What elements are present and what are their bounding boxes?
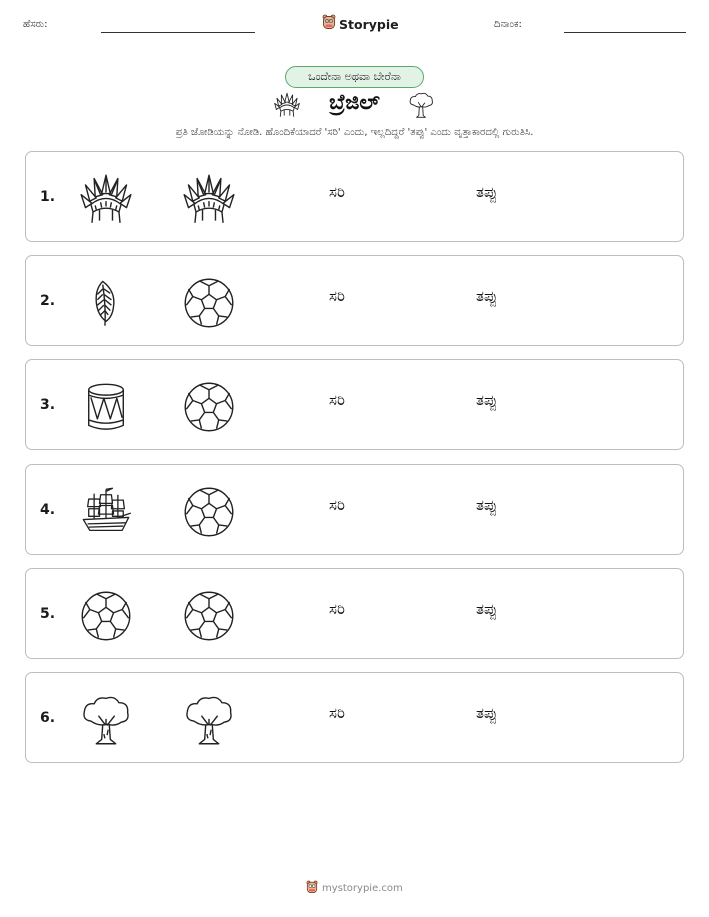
category-pill: ಒಂದೇನಾ ಅಥವಾ ಬೇರೆನಾ [285, 66, 424, 88]
worksheet-title: ಬ್ರೆಜಿಲ್ [329, 90, 380, 114]
option-true[interactable]: ಸರಿ [329, 287, 345, 305]
option-false[interactable]: ತಪ್ಪು [476, 183, 498, 201]
storypie-mascot-icon [306, 879, 318, 898]
soccer-ball-icon [182, 380, 236, 434]
drum-icon [79, 380, 133, 434]
question-row [25, 151, 684, 242]
question-row [25, 359, 684, 450]
option-false[interactable]: ತಪ್ಪು [476, 600, 498, 618]
brand-logo [322, 14, 399, 34]
name-label: ಹೆಸರು: [23, 19, 48, 30]
option-true[interactable]: ಸರಿ [329, 496, 345, 514]
option-true[interactable]: ಸರಿ [329, 600, 345, 618]
instructions: ಪ್ರತಿ ಜೋಡಿಯನ್ನು ನೋಡಿ. ಹೊಂದಿಕೆಯಾದರೆ 'ಸರಿ' ಎಂದು, ಇಲ್ಲದಿದ್ದರೆ 'ತಪ್ಪು' ಎಂದು ವೃತ್ತಾಕಾರದಲ್ಲಿ ಗುರುತಿಸಿ. [175, 127, 534, 138]
question-row [25, 464, 684, 555]
option-true[interactable]: ಸರಿ [329, 391, 345, 409]
brand-name: Storypie [339, 16, 399, 32]
storypie-mascot-icon [322, 14, 336, 34]
tree-icon [182, 693, 236, 747]
headdress-icon [273, 91, 301, 119]
question-number: 1. [40, 189, 56, 205]
question-row [25, 568, 684, 659]
date-field-line[interactable] [564, 32, 686, 33]
tree-icon [79, 693, 133, 747]
option-true[interactable]: ಸರಿ [329, 183, 345, 201]
name-field-line[interactable] [101, 32, 255, 33]
question-number: 3. [40, 397, 56, 413]
question-number: 4. [40, 502, 56, 518]
soccer-ball-icon [79, 589, 133, 643]
footer [306, 879, 403, 898]
soccer-ball-icon [182, 485, 236, 539]
soccer-ball-icon [182, 589, 236, 643]
option-false[interactable]: ತಪ್ಪು [476, 496, 498, 514]
ship-icon [79, 485, 133, 539]
option-true[interactable]: ಸರಿ [329, 704, 345, 722]
question-row [25, 672, 684, 763]
headdress-icon [182, 172, 236, 226]
option-false[interactable]: ತಪ್ಪು [476, 287, 498, 305]
feather-icon [79, 276, 133, 330]
option-false[interactable]: ತಪ್ಪು [476, 704, 498, 722]
date-label: ದಿನಾಂಕ: [494, 19, 522, 30]
footer-url: mystorypie.com [322, 883, 403, 894]
headdress-icon [79, 172, 133, 226]
question-number: 6. [40, 710, 56, 726]
question-number: 2. [40, 293, 56, 309]
question-number: 5. [40, 606, 56, 622]
soccer-ball-icon [182, 276, 236, 330]
question-row [25, 255, 684, 346]
option-false[interactable]: ತಪ್ಪು [476, 391, 498, 409]
tree-icon [407, 91, 435, 119]
